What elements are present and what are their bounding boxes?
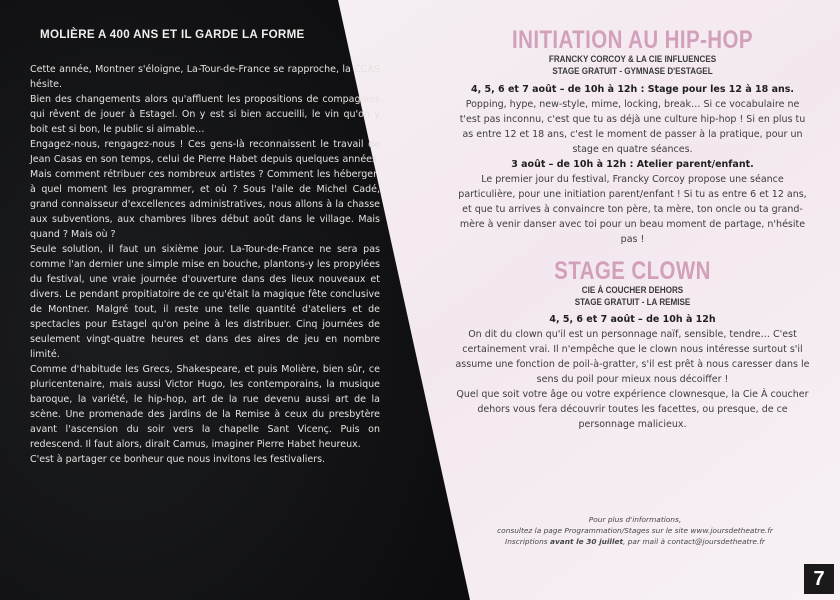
hiphop-venue: STAGE GRATUIT - GYMNASE D'ESTAGEL bbox=[552, 66, 713, 77]
footer-line-3-start: Inscriptions bbox=[505, 537, 550, 546]
footer-line-3 bbox=[470, 536, 800, 547]
workshops-column bbox=[455, 26, 810, 432]
editorial-body bbox=[30, 62, 380, 467]
clown-text bbox=[455, 312, 810, 432]
footer-line-1: Pour plus d'informations, bbox=[588, 515, 682, 524]
clown-company: CIE À COUCHER DEHORS bbox=[581, 285, 684, 296]
clown-schedule: 4, 5, 6 et 7 août – de 10h à 12h bbox=[549, 314, 716, 325]
editorial-title: MOLIÈRE A 400 ANS ET IL GARDE LA FORME bbox=[40, 28, 305, 41]
footer-deadline: avant le 30 juillet bbox=[549, 537, 624, 546]
hiphop-text bbox=[455, 82, 810, 247]
editorial-paragraph: Seule solution, il faut un sixième jour. La-Tour-de-France ne sera pas comme l'an dernier une simple mise en bouche, plantons-y les propylées du festival, une vraie journée d'ouverture dans des lieux nouveaux et divers. Le pendant propitiatoire de ce qu'était la magique fête conclusive de Montner. Malgré tout, il reste une telle quantité d'ateliers et de spectacles pour Estagel qu'on peine à les distribuer. Cinq journées de seulement vingt-quatre heures et dans des aires de jeu en nombre limité. bbox=[30, 244, 380, 360]
editorial-paragraph: Engagez-nous, rengagez-nous ! Ces gens-là reconnaissent le travail de Jean Casas en son temps, celui de Pierre Habet depuis quelques années. Mais comment rétribuer ces nombreux artistes ? Comment les héberger, à quel moment les programmer, et où ? Sous l'aile de Michel Cadé, grand connaisseur d'excellences administratives, nous allons à la chasse aux subventions, aux chambres libres début août dans le village. Mais quand ? Mais où ? bbox=[30, 139, 380, 240]
clown-title: STAGE CLOWN bbox=[554, 257, 711, 285]
editorial-paragraph: Comme d'habitude les Grecs, Shakespeare, et puis Molière, bien sûr, ce pluricentenaire, mais aussi Victor Hugo, les contemporains, la musique baroque, la variété, le hip-hop, art de la rue devenu aussi art de la scène. Une promenade des jardins de la Remise à ceux du presbytère avant l'ascension du soir vers la chapelle Sant Vicenç. Puis on redescend. Il faut alors, dirait Camus, imaginer Pierre Habet heureux. bbox=[30, 364, 380, 450]
clown-description-2: Quel que soit votre âge ou votre expérience clownesque, la Cie À coucher dehors vous fera découvrir toutes les facettes, ou presque, de ce personnage malicieux. bbox=[456, 389, 809, 430]
clown-description: On dit du clown qu'il est un personnage naïf, sensible, tendre… C'est certainement vrai. Il n'empêche que le clown nous intéresse surtout s'il assume une fonction de poil-à-gratter, s'il est prêt à nous caresser dans le sens du poil pour mieux nous décoiffer ! bbox=[455, 329, 810, 385]
hiphop-company: FRANCKY CORCOY & LA CIE INFLUENCES bbox=[548, 54, 717, 65]
clown-venue: STAGE GRATUIT - LA REMISE bbox=[574, 297, 691, 308]
footer-line-3-end: , par mail à contact@joursdetheatre.fr bbox=[623, 537, 765, 546]
editorial-paragraph: C'est à partager ce bonheur que nous invitons les festivaliers. bbox=[30, 454, 326, 465]
footer-line-2: consultez la page Programmation/Stages sur le site www.joursdetheatre.fr bbox=[497, 526, 773, 535]
editorial-paragraph: Bien des changements alors qu'affluent les propositions de compagnies qui rêvent de jouer à Estagel. On y est si bien accueilli, le vin qu'on y boit est si bon, le public si aimable… bbox=[30, 94, 380, 135]
hiphop-parent-description: Le premier jour du festival, Francky Corcoy propose une séance particulière, pour une initiation parent/enfant ! Si tu as entre 6 et 12 ans, et que tu arrives à convaincre ton père, ta mère, ton oncle ou ta grand-mère à venir danser avec toi pour un beau moment de partage, n'hésite pas ! bbox=[458, 174, 807, 245]
hiphop-schedule: 4, 5, 6 et 7 août – de 10h à 12h : Stage pour les 12 à 18 ans. bbox=[470, 84, 795, 95]
info-footer bbox=[470, 514, 800, 547]
hiphop-title: INITIATION AU HIP-HOP bbox=[512, 26, 753, 54]
hiphop-description: Popping, hype, new-style, mime, locking, break… Si ce vocabulaire ne t'est pas inconnu, c'est que tu as déjà une culture hip-hop ! Si en plus tu as entre 12 et 18 ans, c'est le moment de passer à la pratique, pour un stage en quatre séances. bbox=[459, 99, 806, 155]
page-number: 7 bbox=[804, 564, 834, 594]
editorial-paragraph: Cette année, Montner s'éloigne, La-Tour-de-France se rapproche, la CCAS hésite. bbox=[30, 64, 380, 90]
hiphop-parent-schedule: 3 août – de 10h à 12h : Atelier parent/enfant. bbox=[511, 159, 754, 170]
